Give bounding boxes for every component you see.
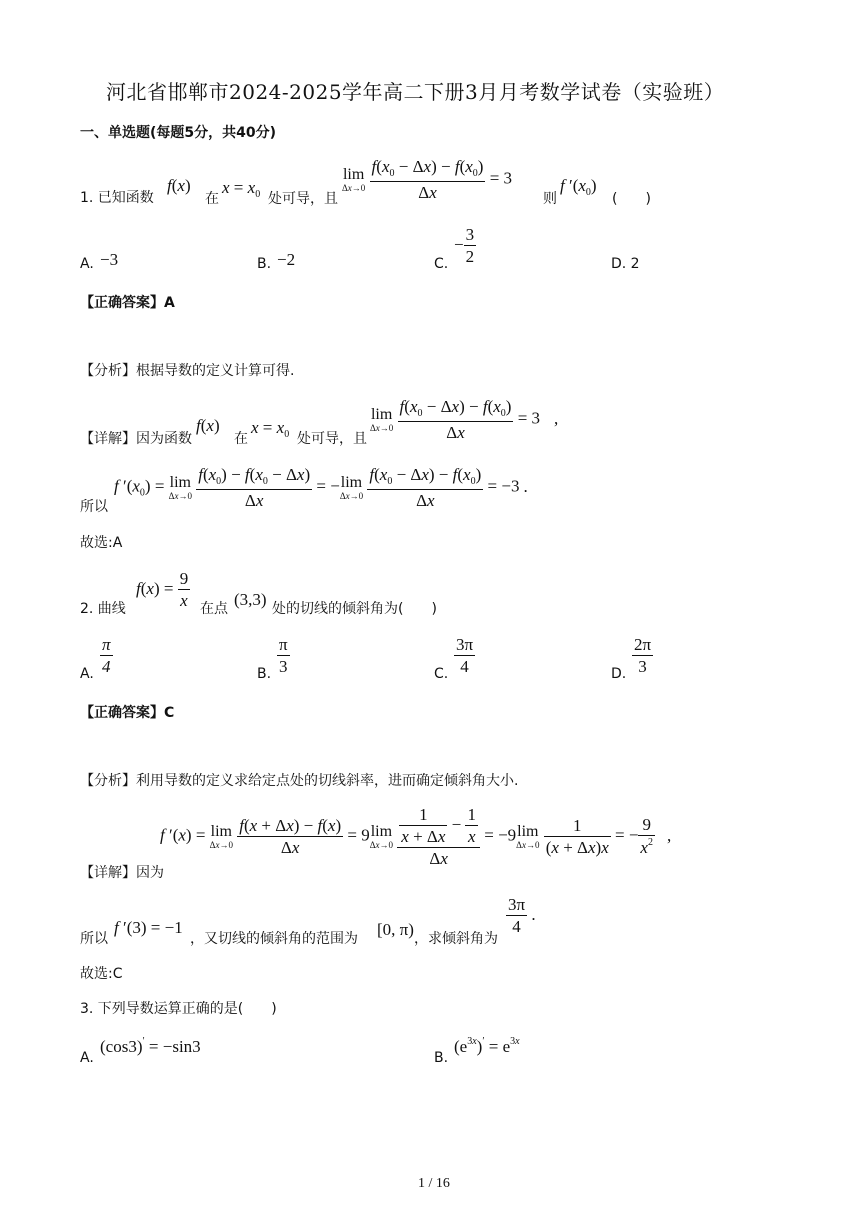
q1-so: 所以 <box>80 499 108 515</box>
q1-answer: 【正确答案】A <box>80 295 175 311</box>
q2-so-prefix: 所以 <box>80 931 108 947</box>
q1-detail-prefix: 【详解】因为函数 <box>80 431 192 447</box>
q1-option-a-label: A. <box>80 256 94 272</box>
q1-option-d: D. 2 <box>611 256 640 272</box>
q2-option-a-label: A. <box>80 666 94 682</box>
q2-result: $\frac{3\pi}{4}$ . <box>508 895 536 936</box>
q1-option-c: − $\frac{3}{2}$ <box>454 225 475 266</box>
q2-analysis: 【分析】利用导数的定义求给定点处的切线斜率，进而确定倾斜角大小. <box>80 773 519 789</box>
q2-point: (3,3) <box>234 590 267 609</box>
q2-prefix: 2. 曲线 <box>80 601 126 617</box>
q2-option-d: $\frac{2\pi}{3}$ <box>634 635 652 676</box>
q2-option-c-label: C. <box>434 666 449 682</box>
section-heading: 一、单选题(每题5分，共40分) <box>80 125 277 141</box>
q2-slope: f ′(3) = −1 <box>114 918 183 937</box>
q2-option-c: $\frac{3\pi}{4}$ <box>456 635 474 676</box>
q1-detail-formula: lim Δx→0 $\frac{f(x_0 - \Delta x) - f(x_0)}{\Delta x}$ = 3 , <box>370 397 559 442</box>
q2-option-d-label: D. <box>611 666 627 682</box>
q2-range: [0, π) <box>377 920 414 939</box>
q1-option-c-label: C. <box>434 256 449 272</box>
q2-function: f(x) = $\frac{9}{x}$ <box>136 569 189 610</box>
page-number: 1 / 16 <box>418 1176 450 1191</box>
q3-option-a-label: A. <box>80 1050 94 1066</box>
q2-option-b-label: B. <box>257 666 272 682</box>
q3-prefix: 3. 下列导数运算正确的是( ) <box>80 1001 277 1017</box>
q2-conclusion: 故选:C <box>80 966 123 982</box>
q3-option-b: $(e^{3x})' = e^{3x}$ <box>454 1036 520 1056</box>
q3-option-b-label: B. <box>434 1050 449 1066</box>
q1-derivative: f $'(x_0)$ <box>560 176 597 198</box>
q3-option-a: (cos3)′ = −sin3 <box>100 1036 201 1056</box>
q1-function-f: f(x) <box>167 176 191 195</box>
q1-option-b-label: B. <box>257 256 272 272</box>
q2-option-b: $\frac{\pi}{3}$ <box>279 635 288 676</box>
q2-option-a: $\frac{\pi}{4}$ <box>102 635 111 676</box>
q1-analysis: 【分析】根据导数的定义计算可得. <box>80 363 295 379</box>
q1-conclusion: 故选:A <box>80 535 123 551</box>
q1-option-a: −3 <box>100 250 119 269</box>
page-title: 河北省邯郸市2024-2025学年高二下册3月月考数学试卷（实验班） <box>106 80 725 104</box>
q2-detail-prefix: 【详解】因为 <box>80 865 164 881</box>
q1-limit-formula: lim Δx→0 $\frac{f(x_0 - \Delta x) - f(x_0)}{\Delta x}$ = 3 <box>342 157 513 202</box>
q1-derivation: f $'(x_0)$ = lim Δx→0 $\frac{f(x_0) - f(x_0 - \Delta x)}{\Delta x}$ = − lim Δx→0 $\frac{f(x_0 - \Delta x) - f(x_0)}{\Delta x}$ = −3 . <box>114 465 528 510</box>
q2-derivation: f ′(x) = lim Δx→0 $\frac{f(x + \Delta x) - f(x)}{\Delta x}$ = 9 lim Δx→0 $\frac{1}{x + \Delta x}$ − $\frac{1}{x}$ Δx = −9 lim Δx→0 $\frac{1}{(x + \Delta x)x}$ = − $\frac{9}{x^2}$ , <box>160 805 672 868</box>
q2-answer: 【正确答案】C <box>80 705 175 721</box>
question-1: 1. 已知函数 <box>80 190 154 206</box>
q1-option-b: −2 <box>277 250 296 269</box>
q1-point: $x = x_0$ <box>222 178 261 200</box>
